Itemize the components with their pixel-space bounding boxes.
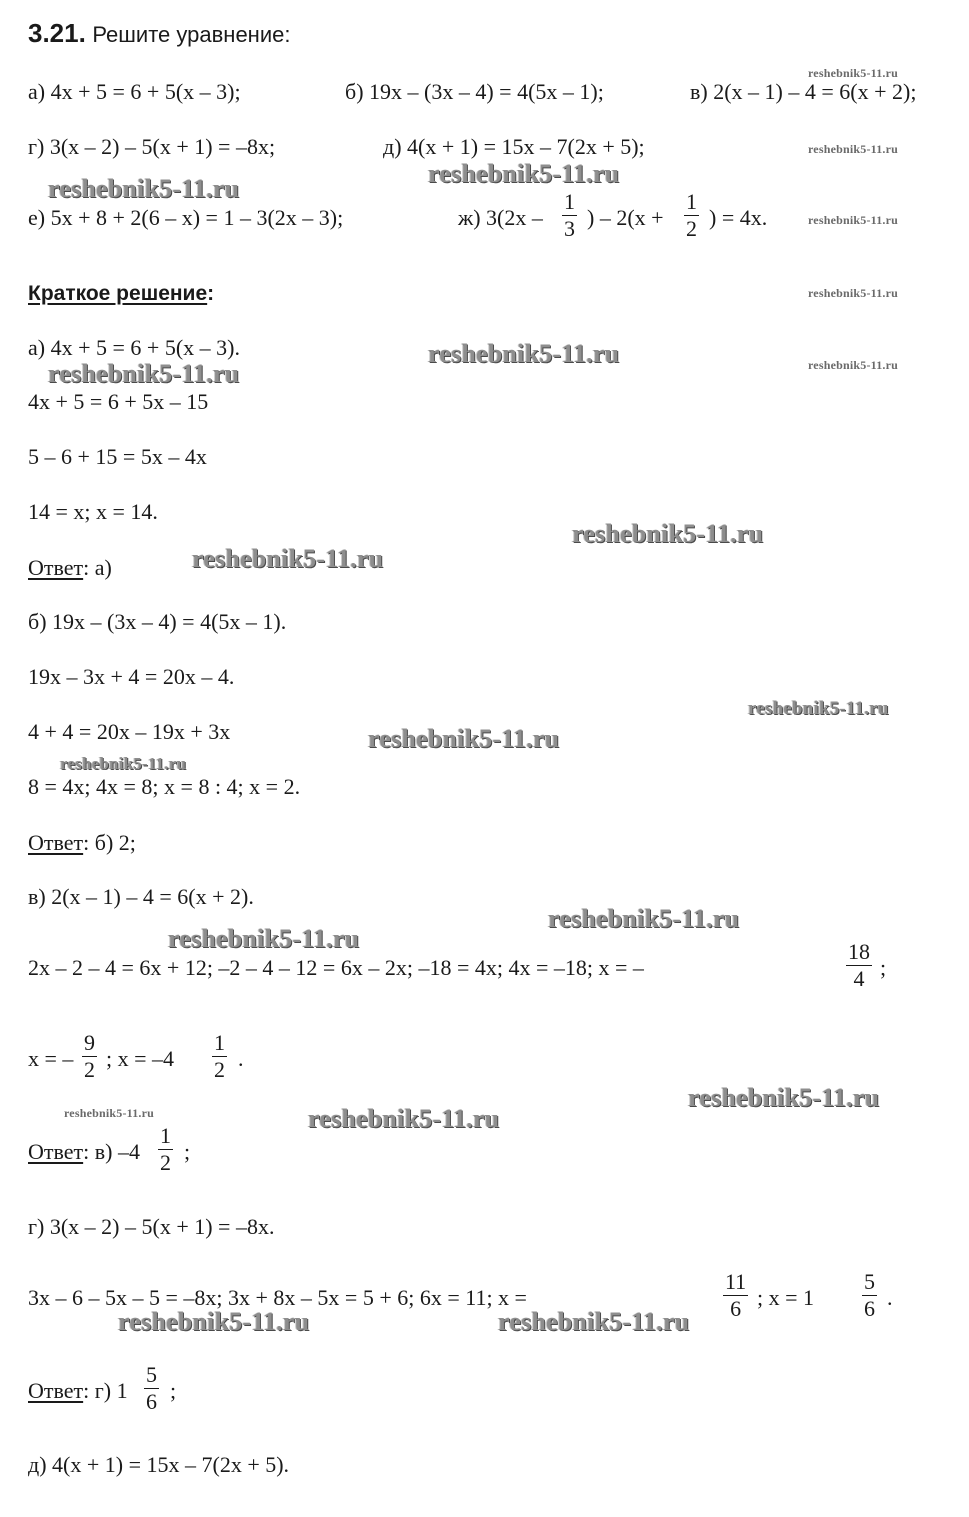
solution-v-line2: 2x – 2 – 4 = 6x + 12; –2 – 4 – 12 = 6x – 2x; –18 = 4x; 4x = –18; x = – — [28, 955, 644, 980]
task-item-zh-part1: ж) 3(2x – — [458, 205, 543, 230]
fraction: $\frac{18}{4}$ — [848, 939, 870, 991]
solution-a-answer: Ответ: а) — [28, 555, 112, 580]
watermark: reshebnik5-11.ru — [60, 754, 187, 773]
fraction: $\frac{1}{2}$ — [160, 1123, 171, 1175]
solution-heading: Краткое решение: — [28, 282, 215, 305]
watermark: reshebnik5-11.ru — [428, 339, 620, 368]
solution-g-answer: Ответ: г) 1 — [28, 1378, 128, 1403]
task-item-b: б) 19x – (3x – 4) = 4(5x – 1); — [345, 79, 604, 104]
task-prompt: Решите уравнение: — [92, 22, 291, 47]
fraction: $\frac{9}{2}$ — [84, 1030, 95, 1082]
task-item-v: в) 2(x – 1) – 4 = 6(x + 2); — [690, 79, 917, 104]
solution-g-answer-end: ; — [170, 1378, 177, 1403]
fraction: $\frac{11}{6}$ — [725, 1269, 747, 1321]
solution-b-line1: б) 19x – (3x – 4) = 4(5x – 1). — [28, 609, 287, 634]
watermark: reshebnik5-11.ru — [64, 1106, 154, 1120]
watermark: reshebnik5-11.ru — [368, 724, 560, 753]
task-item-d: д) 4(x + 1) = 15x – 7(2x + 5); — [383, 134, 645, 159]
solution-b-answer: Ответ: б) 2; — [28, 830, 136, 855]
watermark: reshebnik5-11.ru — [808, 142, 898, 156]
task-item-a: а) 4x + 5 = 6 + 5(x – 3); — [28, 79, 241, 104]
solution-v-line2-end: ; — [880, 955, 887, 980]
task-item-e: е) 5x + 8 + 2(6 – x) = 1 – 3(2x – 3); — [28, 205, 344, 230]
watermark: reshebnik5-11.ru — [48, 174, 240, 203]
task-item-zh-part2: ) – 2(x + — [587, 205, 664, 230]
fraction: $\frac{5}{6}$ — [864, 1269, 875, 1321]
task-item-g: г) 3(x – 2) – 5(x + 1) = –8x; — [28, 134, 276, 159]
watermark: reshebnik5-11.ru — [808, 286, 898, 300]
fraction: $\frac{1}{3}$ — [564, 189, 575, 241]
solution-g-line2: 3x – 6 – 5x – 5 = –8x; 3x + 8x – 5x = 5 + 6; 6x = 11; x = — [28, 1285, 527, 1310]
watermark: reshebnik5-11.ru — [118, 1307, 310, 1336]
solution-v-line3-end: . — [238, 1046, 244, 1071]
watermark: reshebnik5-11.ru — [572, 519, 764, 548]
watermark: reshebnik5-11.ru — [308, 1104, 500, 1133]
watermark: reshebnik5-11.ru — [688, 1083, 880, 1112]
watermark: reshebnik5-11.ru — [548, 904, 740, 933]
watermark: reshebnik5-11.ru — [428, 159, 620, 188]
solution-b-line2: 19x – 3x + 4 = 20x – 4. — [28, 664, 235, 689]
solution-a-line1: а) 4x + 5 = 6 + 5(x – 3). — [28, 335, 240, 360]
solution-g-line2-mid: ; x = 1 — [757, 1285, 815, 1310]
solution-v-answer-end: ; — [184, 1139, 191, 1164]
solution-b-line3: 4 + 4 = 20x – 19x + 3x — [28, 719, 231, 744]
solution-v-answer: Ответ: в) –4 — [28, 1139, 140, 1164]
watermark: reshebnik5-11.ru — [192, 544, 384, 573]
solution-d-line1: д) 4(x + 1) = 15x – 7(2x + 5). — [28, 1452, 290, 1477]
solution-g-line2-end: . — [887, 1285, 893, 1310]
solution-a-line3: 5 – 6 + 15 = 5x – 4x — [28, 444, 207, 469]
watermark: reshebnik5-11.ru — [48, 359, 240, 388]
solution-v-line3b: ; x = –4 — [106, 1046, 175, 1071]
watermark: reshebnik5-11.ru — [168, 924, 360, 953]
watermark: reshebnik5-11.ru — [808, 358, 898, 372]
task-number: 3.21. — [28, 18, 86, 48]
fraction: $\frac{5}{6}$ — [146, 1362, 157, 1414]
watermark: reshebnik5-11.ru — [808, 213, 898, 227]
solution-a-line4: 14 = x; x = 14. — [28, 499, 158, 524]
task-item-zh-part3: ) = 4x. — [709, 205, 768, 230]
solution-v-line1: в) 2(x – 1) – 4 = 6(x + 2). — [28, 884, 254, 909]
task-title — [28, 20, 290, 48]
watermark: reshebnik5-11.ru — [748, 698, 889, 719]
solution-v-line3a: x = – — [28, 1046, 74, 1071]
watermark: reshebnik5-11.ru — [808, 66, 898, 80]
fraction: $\frac{1}{2}$ — [686, 189, 697, 241]
solution-g-line1: г) 3(x – 2) – 5(x + 1) = –8x. — [28, 1214, 275, 1239]
solution-a-line2: 4x + 5 = 6 + 5x – 15 — [28, 389, 209, 414]
watermark: reshebnik5-11.ru — [498, 1307, 690, 1336]
solution-b-line4: 8 = 4x; 4x = 8; x = 8 : 4; x = 2. — [28, 774, 301, 799]
fraction: $\frac{1}{2}$ — [214, 1030, 225, 1082]
